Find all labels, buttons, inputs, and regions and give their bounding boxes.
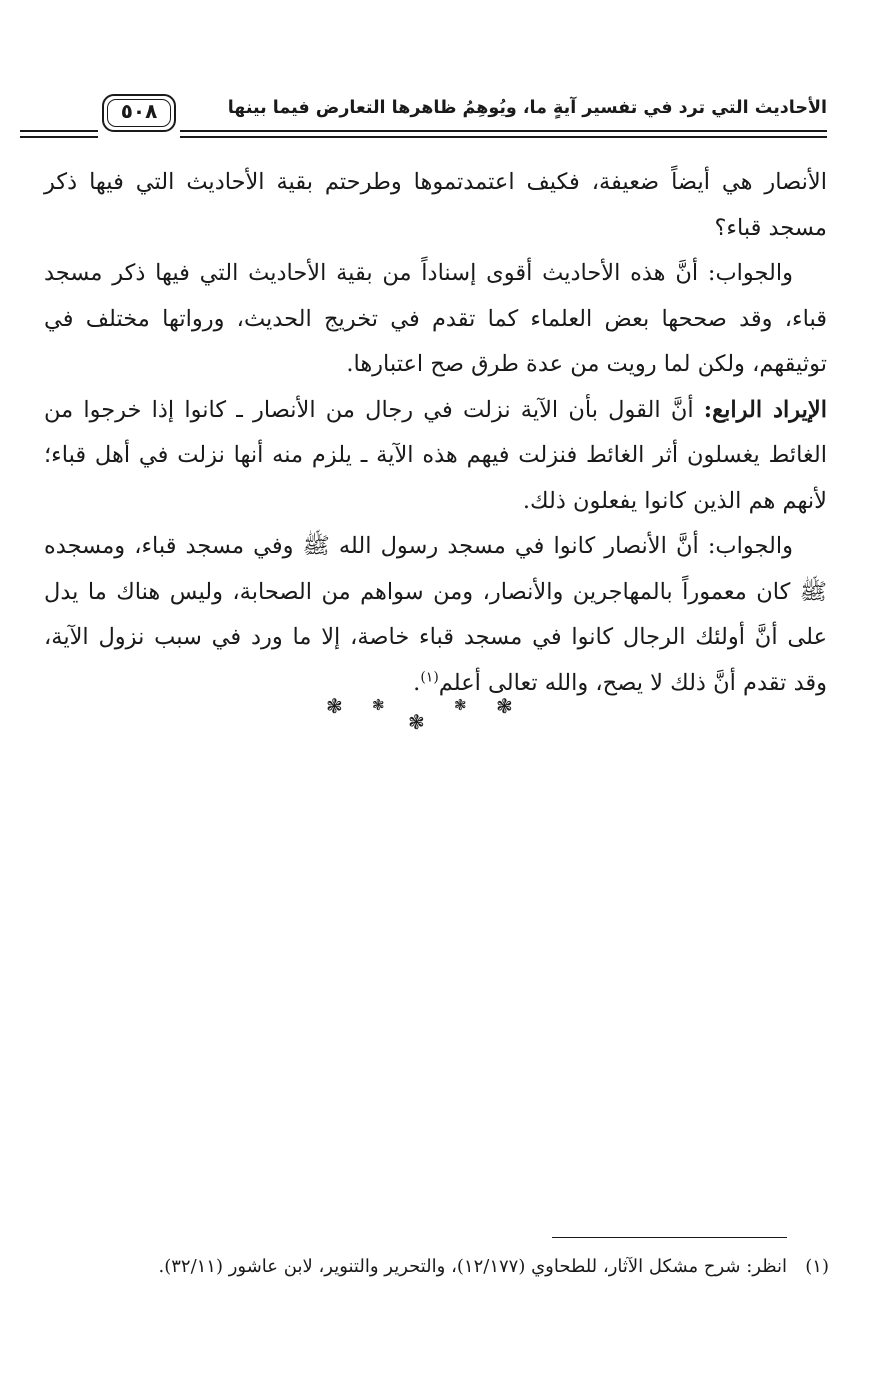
paragraph-3-text: أنَّ القول بأن الآية نزلت في رجال من الأنصار ـ كانوا إذا خرجوا من الغائط يغسلون أثر الغائط فنزلت فيهم هذه الآية ـ يلزم منه أنها نزلت في أهل قباء؛ لأنهم هم الذين كانوا يفعلون ذلك. <box>44 396 827 514</box>
paragraph-3 <box>44 388 827 525</box>
header-title: الأحاديث التي ترد في تفسير آيةٍ ما، ويُوهِمُ ظاهرها التعارض فيما بينها <box>227 98 827 118</box>
paragraph-1: الأنصار هي أيضاً ضعيفة، فكيف اعتمدتموها وطرحتم بقية الأحاديث التي فيها ذكر مسجد قباء؟ <box>44 169 827 241</box>
running-header <box>20 92 827 146</box>
header-rule-left-bottom <box>20 136 98 138</box>
header-rule-left-top <box>20 130 98 132</box>
page-number: ٥٠٨ <box>120 99 158 123</box>
divider-star-icon: ❃ <box>496 694 513 718</box>
page-number-frame <box>102 94 176 132</box>
paragraph-4 <box>44 524 827 706</box>
footnote-separator <box>552 1237 787 1238</box>
section-divider <box>300 690 540 740</box>
paragraph-4-end: . <box>413 669 421 696</box>
footnote <box>50 1250 829 1284</box>
footnote-reference: (١) <box>420 669 439 685</box>
header-rule-main-bottom <box>180 136 827 138</box>
footnote-number: (١) <box>805 1256 829 1277</box>
divider-star-icon: ❃ <box>326 694 343 718</box>
objection-heading: الإيراد الرابع: <box>703 396 828 423</box>
paragraph-4-text: والجواب: أنَّ الأنصار كانوا في مسجد رسول الله ﷺ وفي مسجد قباء، ومسجده ﷺ كان معموراً بالمهاجرين والأنصار، ومن سواهم من الصحابة، وليس هناك ما يدل على أنَّ أولئك الرجال كانوا في مسجد قباء خاصة، إلا ما ورد في سبب نزول الآية، وقد تقدم أنَّ ذلك لا يصح، والله تعالى أعلم <box>44 533 827 696</box>
divider-star-icon: ❃ <box>454 696 467 714</box>
footnote-text: انظر: شرح مشكل الآثار، للطحاوي (١٢/١٧٧)، والتحرير والتنوير، لابن عاشور (٣٢/١١). <box>158 1256 787 1277</box>
divider-star-icon: ❃ <box>408 710 425 734</box>
body-text <box>44 160 827 706</box>
divider-star-icon: ❃ <box>372 696 385 714</box>
paragraph-2: والجواب: أنَّ هذه الأحاديث أقوى إسناداً من بقية الأحاديث التي فيها ذكر مسجد قباء، وقد صححها بعض العلماء كما تقدم في تخريج الحديث، ورواتها مختلف في توثيقهم، ولكن لما رويت من عدة طرق صح اعتبارها. <box>44 260 827 377</box>
header-rule-main-top <box>180 130 827 132</box>
